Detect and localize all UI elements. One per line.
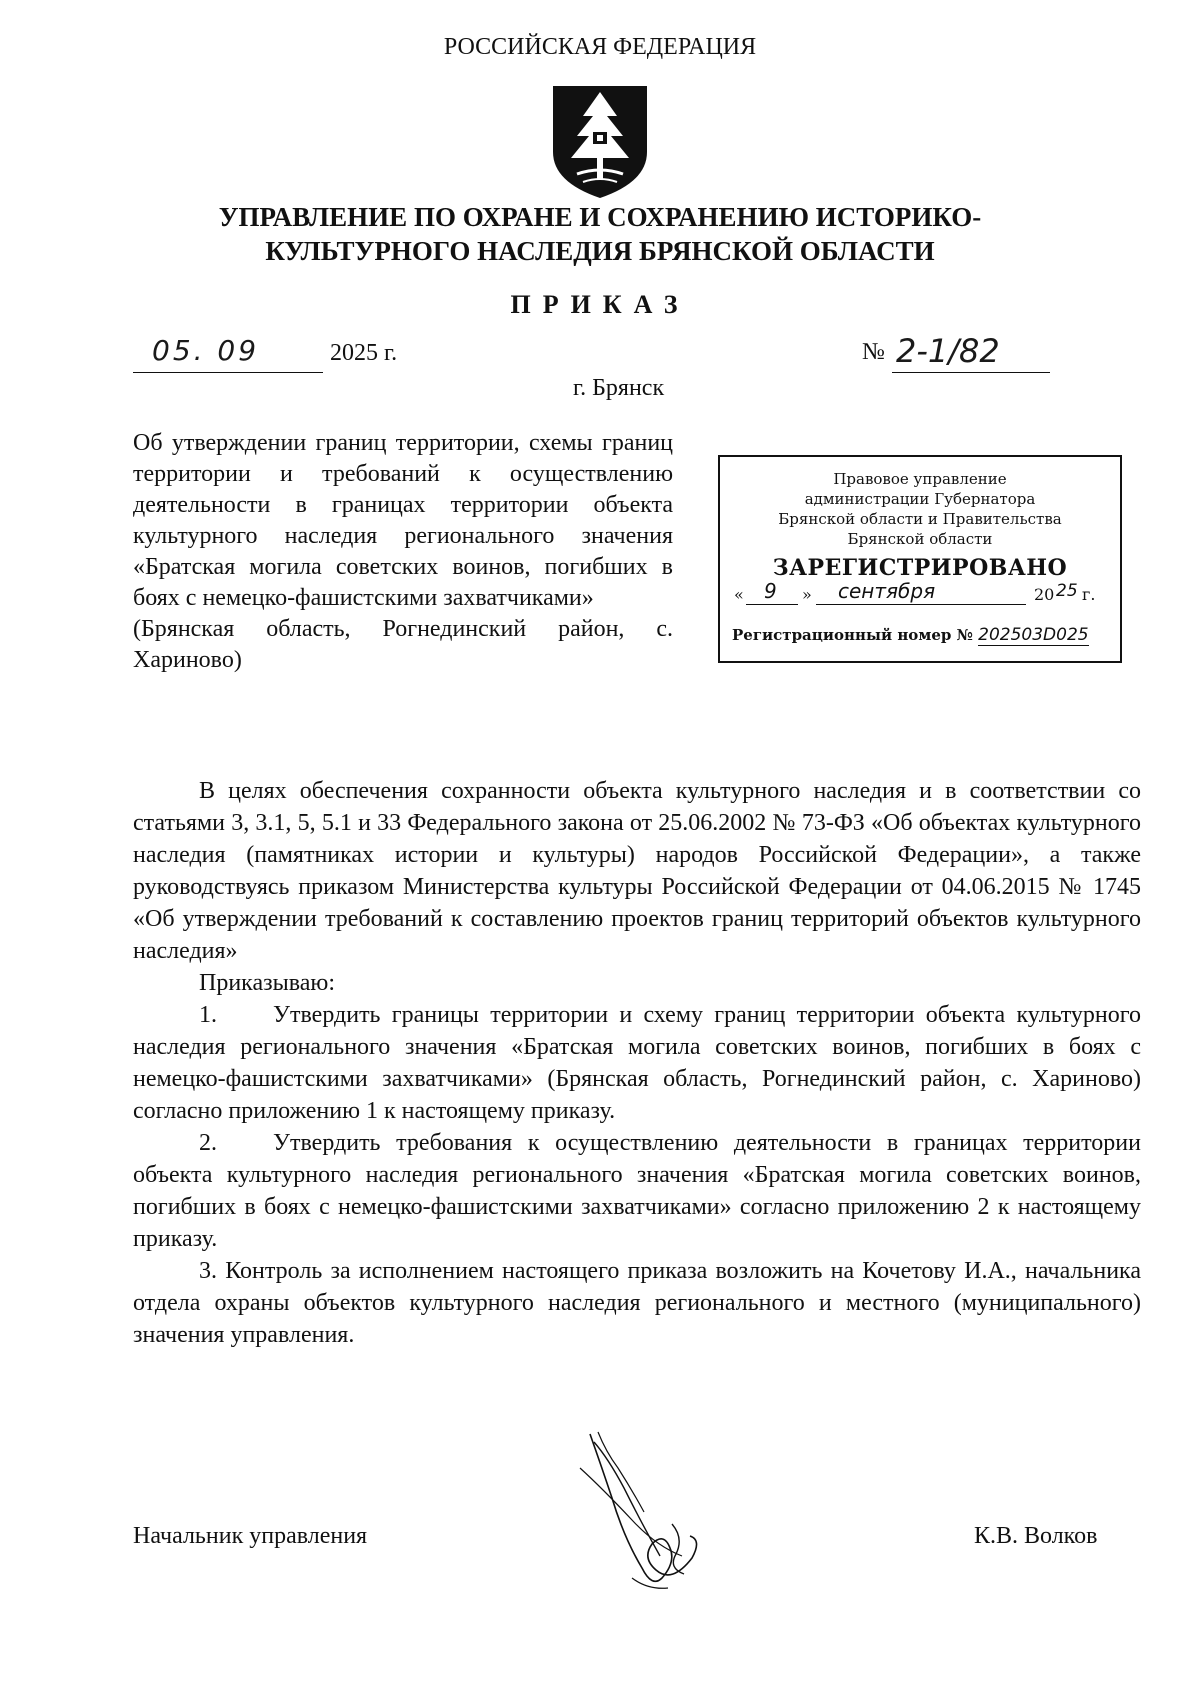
signatory-name: К.В. Волков [974, 1523, 1098, 1549]
handwritten-date: 05. 09 [152, 334, 260, 367]
coat-of-arms-icon [547, 82, 653, 202]
signature-icon [572, 1428, 722, 1598]
number-label: № [862, 339, 885, 365]
order-item-text: Утвердить границы территории и схему границ территории объекта культурного наследия регионального значения «Братская могила советских воинов, погибших в боях с немецко-фашистскими захватчиками» (Брянская область, Рогнединский район, с. Хариново) согласно приложению 1 к настоящему приказу. [133, 1002, 1141, 1124]
document-type: ПРИКАЗ [510, 290, 690, 319]
stamp-month-underline [816, 604, 1026, 605]
stamp-reg-number-handwritten: 202503D025 [978, 625, 1089, 645]
stamp-registered: ЗАРЕГИСТРИРОВАНО [772, 555, 1068, 581]
order-item [133, 1255, 1141, 1351]
stamp-quote-close: » [802, 585, 812, 604]
country-title: РОССИЙСКАЯ ФЕДЕРАЦИЯ [443, 34, 757, 60]
stamp-year-handwritten: 25 [1056, 581, 1078, 601]
order-subject [133, 428, 673, 676]
organization-name [160, 200, 1040, 268]
subject-text: Об утверждении границ территории, схемы границ территории и требований к осуществлению деятельности в границах территории объекта культурного наследия регионального значения «Братская могила советских воинов, погибших в боях с немецко-фашистскими захватчиками» [133, 430, 673, 611]
stamp-date [734, 579, 1106, 609]
order-item-text: Утвердить требования к осуществлению деятельности в границах территории объекта культурного наследия регионального значения «Братская могила советских воинов, погибших в боях с немецко-фашистскими захватчиками» согласно приложению 2 к настоящему приказу. [133, 1130, 1141, 1252]
city: г. Брянск [573, 375, 665, 401]
stamp-reg-label: Регистрационный номер № [732, 626, 973, 644]
stamp-month-handwritten: сентября [838, 579, 936, 603]
stamp-day-handwritten: 9 [764, 579, 777, 603]
stamp-reg-number [732, 625, 1110, 645]
order-item-number: 1. [199, 1002, 217, 1028]
order-body [133, 775, 1141, 1351]
stamp-line-4: Брянской области [847, 530, 993, 548]
stamp-quote-open: « [734, 585, 744, 604]
stamp-line-2: администрации Губернатора [804, 490, 1036, 508]
order-year: 2025 г. [330, 340, 398, 366]
registration-stamp [718, 455, 1122, 663]
order-word: Приказываю: [199, 970, 335, 996]
handwritten-order-number: 2-1/82 [896, 332, 1000, 370]
organization-line-2: КУЛЬТУРНОГО НАСЛЕДИЯ БРЯНСКОЙ ОБЛАСТИ [265, 236, 935, 266]
stamp-year-suffix: г. [1082, 585, 1096, 604]
preamble: В целях обеспечения сохранности объекта культурного наследия и в соответствии со статьями 3, 3.1, 5, 5.1 и 33 Федерального закона от 25.06.2002 № 73-ФЗ «Об объектах культурного наследия (памятниках истории и культуры) народов Российской Федерации», а также руководствуясь приказом Министерства культуры Российской Федерации от 04.06.2015 № 1745 «Об утверждении требований к составлению проектов границ территорий объектов культурного наследия» [133, 778, 1141, 964]
order-item-number: 2. [199, 1130, 217, 1156]
order-item [133, 1127, 1141, 1255]
signatory-title: Начальник управления [133, 1523, 368, 1549]
order-item [133, 999, 1141, 1127]
stamp-year-prefix: 20 [1034, 585, 1055, 604]
order-item-number: 3. [199, 1258, 217, 1284]
order-item-text: Контроль за исполнением настоящего приказа возложить на Кочетову И.А., начальника отдела охраны объектов культурного наследия регионального и местного (муниципального) значения управления. [133, 1258, 1142, 1348]
stamp-day-underline [746, 604, 798, 605]
organization-line-1: УПРАВЛЕНИЕ ПО ОХРАНЕ И СОХРАНЕНИЮ ИСТОРИКО- [218, 202, 982, 232]
stamp-line-3: Брянской области и Правительства [778, 510, 1062, 528]
stamp-line-1: Правовое управление [833, 470, 1007, 488]
subject-location: (Брянская область, Рогнединский район, с. Хариново) [133, 616, 673, 673]
